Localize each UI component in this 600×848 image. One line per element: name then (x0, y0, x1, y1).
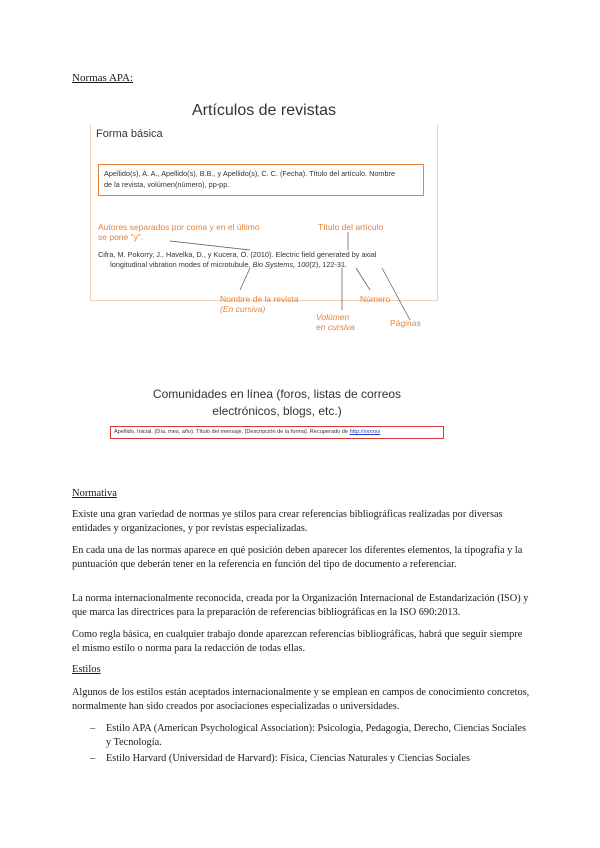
online-template-text: Apellido, Inicial. (Día, mes, año). Título del mensaje. [Descripción de la forma]. Recuperado de (114, 429, 350, 435)
figure-journal-articles (90, 100, 438, 340)
paragraph-normativa-3: La norma internacionalmente reconocida, creada por la Organización Internacional de Estandarización (ISO) y que marca las directrices para la preparación de referencias bibliográficas en la ISO 690:2013. (72, 593, 529, 618)
bullet-marker: – (90, 723, 96, 734)
paragraph-normativa-1: Existe una gran variedad de normas ye stilos para crear referencias bibliográficas realizadas por diversas entidades y organizaciones, y por revistas especializadas. (72, 509, 503, 534)
section-heading-apa: Normas APA: (72, 72, 134, 84)
label-pages: Páginas (390, 318, 421, 328)
paragraph-normativa-4: Como regla básica, en cualquier trabajo donde aparezcan referencias bibliográficas, habrá que seguir siempre el mismo estilo o norma para la redacción de todas ellas. (72, 629, 523, 654)
figure-title: Artículos de revistas (191, 102, 337, 119)
styles-list (90, 722, 530, 768)
bullet-marker: – (90, 753, 96, 764)
paragraph-normativa-2: En cada una de las normas aparece en qué posición deben aparecer los diferentes elementos, la tipografía y la puntuación que deberán tener en la referencia en función del tipo de documento a referenciar. (72, 545, 523, 570)
section-heading-normativa: Normativa (72, 488, 117, 499)
label-number: Número (360, 294, 391, 304)
online-template-box (110, 426, 444, 439)
figure-subtitle: Forma básica (96, 128, 163, 140)
template-line-1: Apellido(s), A. A., Apellido(s), B.B., y Apellido(s), C. C. (Fecha). Título del artículo. Nombre (104, 169, 396, 178)
example-link[interactable]: http://xxxxxx (349, 429, 381, 435)
section-heading-estilos: Estilos (72, 664, 101, 675)
list-item: – Estilo Harvard (Universidad de Harvard): Física, Ciencias Naturales y Ciencias Sociales (90, 753, 470, 764)
citation-line-2: longitudinal vibration modes of microtubule. Bio Systems, 100(2), 122-31. (110, 260, 348, 269)
figure-online-communities-title: Comunidades en línea (foros, listas de correos electrónicos, blogs, etc.) (152, 387, 402, 418)
paragraph-estilos-1: Algunos de los estilos están aceptados internacionalmente y se emplean en campos de conocimiento concretos, normalmente han sido creados por asociaciones especializadas o universidades. (72, 687, 530, 712)
template-line-2: de la revista, volúmen(número), pp-pp. (104, 180, 230, 189)
example-citation (98, 250, 428, 270)
label-volume: Volúmen en cursiva (316, 312, 355, 332)
citation-line-1: Cifra, M. Pokorry, J., Havelka, D., y Kucera, O. (2010). Electric field generated by axial (98, 250, 377, 259)
label-journal-name: Nombre de la revista (En cursiva) (220, 294, 299, 314)
label-article-title: Título del artículo (318, 222, 384, 232)
label-authors: Autores separados por coma y en el último se pone "y". (98, 222, 260, 242)
list-item: – Estilo APA (American Psychological Association): Psicología, Pedagogía, Derecho, Ciencias Sociales y Tecnología. (90, 723, 527, 748)
